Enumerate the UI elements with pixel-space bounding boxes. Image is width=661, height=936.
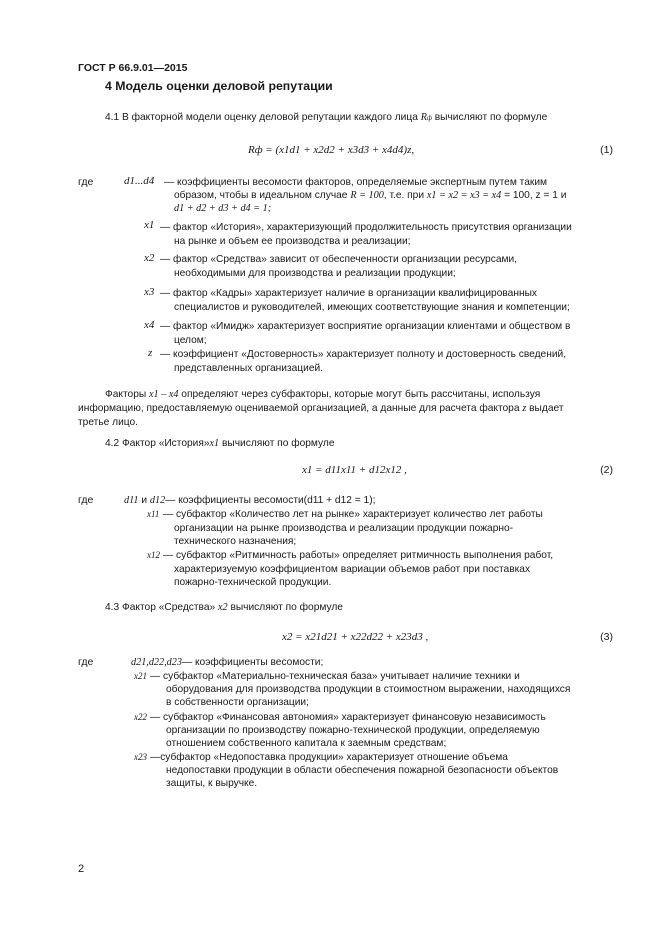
symbol-x2: x2 bbox=[144, 252, 155, 264]
symbol-x11: x11 bbox=[147, 509, 160, 519]
standard-header: ГОСТ Р 66.9.01—2015 bbox=[78, 62, 188, 74]
paragraph-4-2-intro: 4.2 Фактор «История»x1 вычисляют по формуле bbox=[105, 438, 335, 449]
def-d-line2: образом, чтобы в идеальном случае R = 100, т.е. при x1 = x2 = x3 = x4 = 100, z = 1 и bbox=[174, 190, 567, 201]
formula-1-number: (1) bbox=[600, 144, 613, 156]
def-x1-line2: на рынке и объем ее производства и реализации; bbox=[174, 236, 411, 247]
def-z-line2: представленных организацией. bbox=[174, 363, 324, 374]
def-x12-line1: — субфактор «Ритмичность работы» определяет ритмичность выполнения работ, bbox=[163, 550, 554, 561]
def-x21-line2: оборудования для производства продукции в стоимостном выражении, находящихся bbox=[166, 684, 571, 695]
where-label-2: где bbox=[78, 494, 94, 506]
def-x23-line3: защиты, к выручке. bbox=[166, 778, 258, 789]
def-x12-line3: пожарно-технической продукции. bbox=[174, 577, 332, 588]
def-x2-line1: — фактор «Средства» зависит от обеспеченности организации ресурсами, bbox=[160, 254, 518, 265]
factors-line1: Факторы x1 – x4 определяют через субфакторы, которые могут быть рассчитаны, используя bbox=[105, 389, 541, 400]
symbol-x22: x22 bbox=[134, 712, 147, 722]
factors-line2: информацию, предоставляемую оцениваемой организацией, а данные для расчета фактора z выдает bbox=[78, 403, 564, 414]
def-d21-d23: d21,d22,d23— коэффициенты весомости; bbox=[131, 657, 324, 668]
def-x11-line1: — субфактор «Количество лет на рынке» характеризует количество лет работы bbox=[163, 509, 543, 520]
def-d-line3: d1 + d2 + d3 + d4 = 1; bbox=[174, 203, 272, 214]
def-x11-line3: технического назначения; bbox=[174, 536, 297, 547]
formula-2: x1 = d11x11 + d12x12 , bbox=[302, 464, 407, 476]
def-x23-line1: —субфактор «Недопоставка продукции» характеризует отношение объема bbox=[150, 752, 508, 763]
def-d-line1: — коэффициенты весомости факторов, определяемые экспертным путем таким bbox=[164, 177, 548, 188]
def-z-line1: — коэффициент «Достоверность» характеризует полноту и достоверность сведений, bbox=[160, 349, 567, 360]
symbol-z: z bbox=[148, 347, 153, 359]
def-x4-line1: — фактор «Имидж» характеризует восприятие организации клиентами и обществом в bbox=[160, 321, 571, 332]
def-x11-line2: организации на рынке производства и реализации продукции пожарно- bbox=[174, 523, 514, 534]
symbol-x21: x21 bbox=[134, 671, 147, 681]
symbol-x23: x23 bbox=[134, 752, 147, 762]
def-x23-line2: недопоставки продукции в области обеспечения пожарной безопасности объектов bbox=[166, 765, 559, 776]
symbol-x1: x1 bbox=[144, 219, 155, 231]
symbol-x12: x12 bbox=[147, 550, 160, 560]
def-x2-line2: необходимыми для производства и реализации продукции; bbox=[174, 268, 456, 279]
symbol-d1-d4: d1...d4 bbox=[124, 175, 155, 187]
def-x3-line1: — фактор «Кадры» характеризует наличие в организации квалифицированных bbox=[160, 288, 537, 299]
formula-3-number: (3) bbox=[600, 631, 613, 643]
symbol-x3: x3 bbox=[144, 286, 155, 298]
def-x4-line2: целом; bbox=[174, 335, 207, 346]
def-x21-line1: — субфактор «Материально-техническая база» учитывает наличие техники и bbox=[150, 671, 520, 682]
def-x22-line3: отношением собственного капитала к заемным средствам; bbox=[166, 738, 447, 749]
def-x21-line3: в собственности организации; bbox=[166, 697, 309, 708]
page-number: 2 bbox=[78, 863, 85, 875]
paragraph-4-1-intro: 4.1 В факторной модели оценку деловой репутации каждого лица Rф вычисляют по формуле bbox=[105, 112, 548, 123]
symbol-x4: x4 bbox=[144, 319, 155, 331]
formula-2-number: (2) bbox=[600, 464, 613, 476]
def-x12-line2: характеризуемую коэффициентом вариации объемов работ при поставках bbox=[174, 564, 531, 575]
section-title: 4 Модель оценки деловой репутации bbox=[105, 79, 333, 93]
paragraph-4-3-intro: 4.3 Фактор «Средства» x2 вычисляют по формуле bbox=[105, 602, 343, 613]
formula-3: x2 = x21d21 + x22d22 + x23d3 , bbox=[282, 631, 429, 643]
def-x22-line1: — субфактор «Финансовая автономия» характеризует финансовую независимость bbox=[150, 712, 546, 723]
where-label: где bbox=[78, 176, 94, 188]
def-d11-d12: d11 и d12— коэффициенты весомости(d11 + d12 = 1); bbox=[124, 495, 376, 506]
formula-1: Rф = (x1d1 + x2d2 + x3d3 + x4d4)z, bbox=[248, 144, 415, 156]
factors-line3: третье лицо. bbox=[78, 417, 138, 428]
def-x1-line1: — фактор «История», характеризующий продолжительность присутствия организации bbox=[160, 222, 572, 233]
where-label-3: где bbox=[78, 656, 94, 668]
def-x22-line2: организации по производству пожарно-технической продукции, определяемую bbox=[166, 725, 540, 736]
def-x3-line2: специалистов и руководителей, имеющих соответствующие знания и компетенции; bbox=[174, 302, 570, 313]
